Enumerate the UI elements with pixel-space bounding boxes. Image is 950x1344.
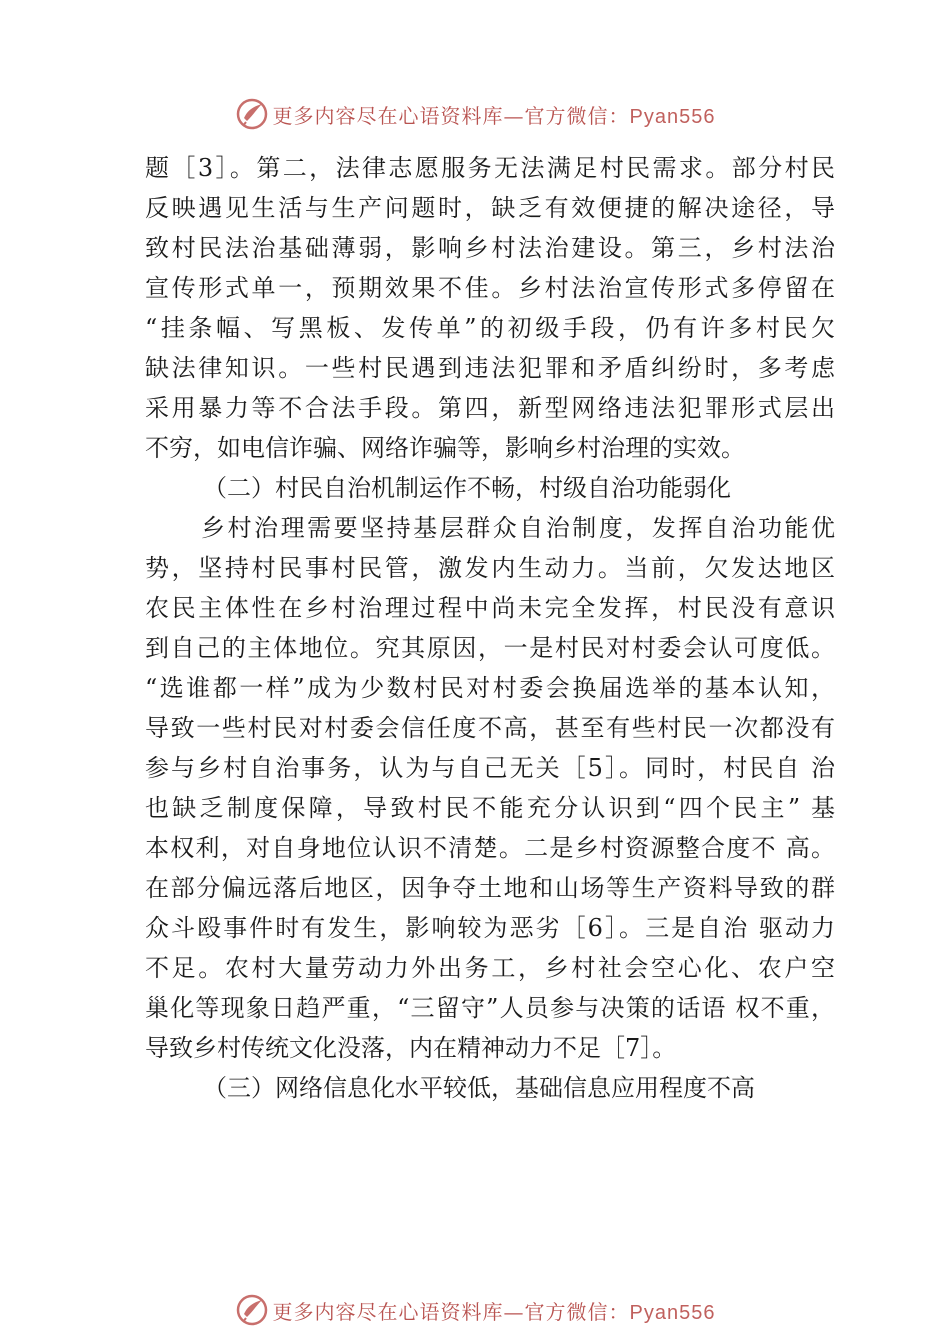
section-heading-3: （三）网络信息化水平较低，基础信息应用程度不高 [203, 1074, 755, 1102]
logo-icon [235, 97, 269, 131]
text-line: 农民主体性在乡村治理过程中尚未完全发挥，村民没有意识 [145, 594, 835, 622]
text-line: 也缺乏制度保障，导致村民不能充分认识到“四个民主” 基 [145, 794, 835, 822]
text-line: 致村民法治基础薄弱，影响乡村法治建设。第三，乡村法治 [145, 234, 835, 262]
banner-text: 更多内容尽在心语资料库—官方微信：Pyan556 [272, 1299, 716, 1324]
text-line: 在部分偏远落后地区，因争夺土地和山场等生产资料导致的群 [145, 874, 835, 902]
text-line: 采用暴力等不合法手段。第四，新型网络违法犯罪形式层出 [145, 394, 835, 422]
paragraph-2 [145, 508, 835, 1068]
text-line: 乡村治理需要坚持基层群众自治制度，发挥自治功能优 [201, 514, 835, 542]
text-line: 众斗殴事件时有发生，影响较为恶劣［6］。三是自治 驱动力 [145, 914, 835, 942]
text-line: 反映遇见生活与生产问题时，缺乏有效便捷的解决途径，导 [145, 194, 835, 222]
text-line: 宣传形式单一，预期效果不佳。乡村法治宣传形式多停留在 [145, 274, 835, 302]
wechat-id: Pyan556 [629, 1301, 716, 1324]
text-line: 导致乡村传统文化没落，内在精神动力不足［7］。 [145, 1034, 677, 1062]
text-line: 不穷，如电信诈骗、网络诈骗等，影响乡村治理的实效。 [145, 434, 745, 462]
text-line: 题［3］。第二，法律志愿服务无法满足村民需求。部分村民 [145, 154, 835, 182]
text-line: 导致一些村民对村委会信任度不高，甚至有些村民一次都没有 [145, 714, 835, 742]
text-line: 势，坚持村民事村民管，激发内生动力。当前，欠发达地区 [145, 554, 835, 582]
wechat-id: Pyan556 [629, 105, 716, 128]
text-line: 不足。农村大量劳动力外出务工，乡村社会空心化、农户空 [145, 954, 835, 982]
text-line: “选谁都一样”成为少数村民对村委会换届选举的基本认知， [145, 674, 835, 702]
text-line: “挂条幅、写黑板、发传单”的初级手段，仍有许多村民欠 [145, 314, 835, 342]
logo-icon [235, 1293, 269, 1327]
document-body [145, 148, 835, 1108]
text-line: 缺法律知识。一些村民遇到违法犯罪和矛盾纠纷时，多考虑 [145, 354, 835, 382]
section-heading-2: （二）村民自治机制运作不畅，村级自治功能弱化 [203, 474, 731, 502]
text-line: 本权利，对自身地位认识不清楚。二是乡村资源整合度不 高。 [145, 834, 835, 862]
paragraph-1 [145, 148, 835, 468]
text-line: 巢化等现象日趋严重，“三留守”人员参与决策的话语 权不重， [145, 994, 835, 1022]
header-banner [0, 94, 950, 134]
banner-text: 更多内容尽在心语资料库—官方微信：Pyan556 [272, 103, 716, 128]
footer-banner [0, 1290, 950, 1330]
text-line: 参与乡村自治事务，认为与自己无关［5］。同时，村民自 治 [145, 754, 835, 782]
text-line: 到自己的主体地位。究其原因，一是村民对村委会认可度低。 [145, 634, 835, 662]
